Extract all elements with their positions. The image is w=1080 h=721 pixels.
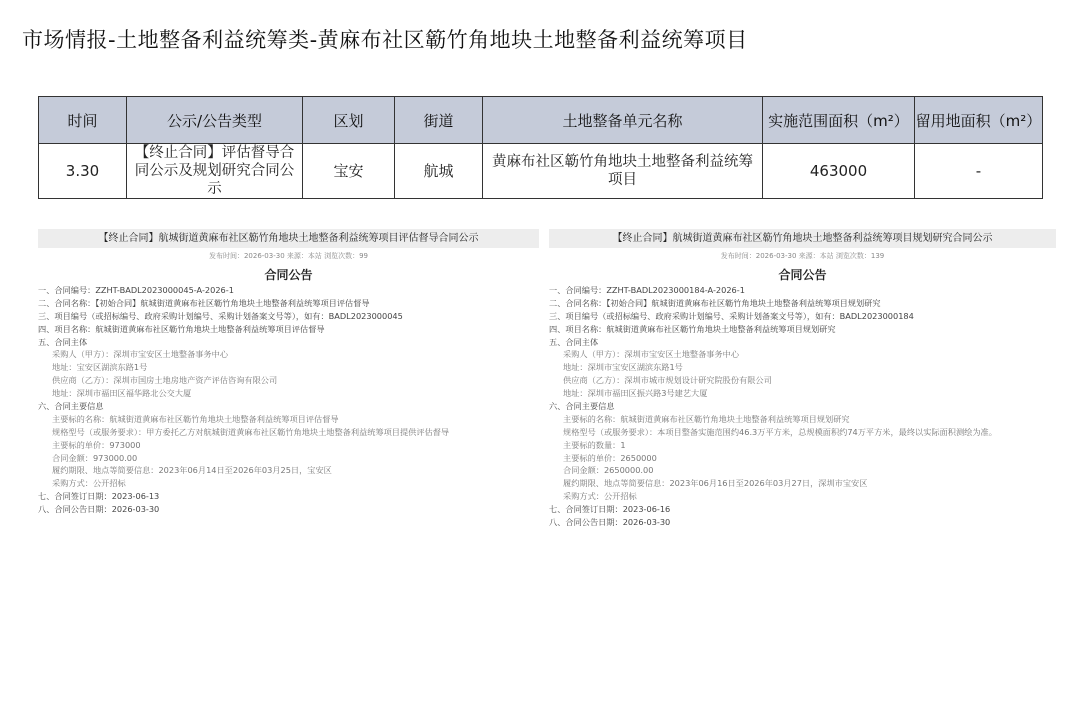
notice-line: 五、合同主体 <box>549 336 599 347</box>
header-type: 公示/公告类型 <box>127 97 303 144</box>
notice-meta: 发布时间：2026-03-30 来源：本站 浏览次数：139 <box>720 252 885 260</box>
notice-line: 主要标的名称：航城街道黄麻布社区簕竹角地块土地整备利益统筹项目规划研究 <box>563 413 850 424</box>
notice-line: 三、项目编号（或招标编号、政府采购计划编号、采购计划备案文号等），如有：BADL2023000184 <box>549 310 914 321</box>
notice-line: 地址：深圳市福田区振兴路3号建艺大厦 <box>563 388 708 399</box>
notice-line: 履约期限、地点等简要信息：2023年06月14日至2026年03月25日，宝安区 <box>52 465 332 476</box>
notice-line: 二、合同名称：【初始合同】航城街道黄麻布社区簕竹角地块土地整备利益统筹项目规划研究 <box>549 297 881 308</box>
notice-line: 主要标的单价：2650000 <box>563 452 657 463</box>
notice-header: 【终止合同】航城街道黄麻布社区簕竹角地块土地整备利益统筹项目规划研究合同公示 <box>549 229 1056 248</box>
cell-street: 航城 <box>395 144 483 199</box>
table-row <box>39 144 1043 199</box>
notice-line: 五、合同主体 <box>38 336 88 347</box>
notice-line: 二、合同名称：【初始合同】航城街道黄麻布社区簕竹角地块土地整备利益统筹项目评估督导 <box>38 297 370 308</box>
cell-area: 463000 <box>763 144 915 199</box>
notice-line: 合同金额：973000.00 <box>52 452 138 463</box>
header-time: 时间 <box>39 97 127 144</box>
table-header-row <box>39 97 1043 144</box>
notice-line: 主要标的单价：973000 <box>52 439 141 450</box>
notice-line: 采购人（甲方）：深圳市宝安区土地整备事务中心 <box>52 349 229 360</box>
notice-line: 六、合同主要信息 <box>549 401 615 412</box>
notice-body <box>38 284 539 516</box>
notice-line: 采购方式：公开招标 <box>563 491 637 502</box>
notice-line: 地址：宝安区湖滨东路1号 <box>52 362 148 373</box>
notice-line: 四、项目名称：航城街道黄麻布社区簕竹角地块土地整备利益统筹项目规划研究 <box>549 323 836 334</box>
notice-header: 【终止合同】航城街道黄麻布社区簕竹角地块土地整备利益统筹项目评估督导合同公示 <box>38 229 539 248</box>
notice-body <box>549 284 1056 529</box>
cell-unit-name: 黄麻布社区簕竹角地块土地整备利益统筹项目 <box>483 144 763 199</box>
notice-line: 四、项目名称：航城街道黄麻布社区簕竹角地块土地整备利益统筹项目评估督导 <box>38 323 325 334</box>
notice-line: 合同金额：2650000.00 <box>563 465 654 476</box>
page-title: 市场情报-土地整备利益统筹类-黄麻布社区簕竹角地块土地整备利益统筹项目 <box>22 28 748 52</box>
notice-evaluation-supervision <box>38 229 539 516</box>
notice-line: 七、合同签订日期：2023-06-16 <box>549 504 671 515</box>
notice-line: 采购人（甲方）：深圳市宝安区土地整备事务中心 <box>563 349 740 360</box>
notice-line: 规格型号（或服务要求）：本项目整备实施范围约46.3万平方米，总规模面积约74万平方米，最终以实际面积测绘为准。 <box>563 426 997 437</box>
notice-line: 地址：深圳市福田区福华路北公交大厦 <box>52 388 192 399</box>
notice-line: 供应商（乙方）：深圳市城市规划设计研究院股份有限公司 <box>563 375 772 386</box>
notice-line: 八、合同公告日期：2026-03-30 <box>549 517 671 528</box>
notice-line: 规格型号（或服务要求）：甲方委托乙方对航城街道黄麻布社区簕竹角地块土地整备利益统筹项目提供评估督导 <box>52 426 450 437</box>
notice-line: 三、项目编号（或招标编号、政府采购计划编号、采购计划备案文号等），如有：BADL2023000045 <box>38 310 403 321</box>
summary-table <box>38 96 1043 199</box>
header-street: 街道 <box>395 97 483 144</box>
header-district: 区划 <box>303 97 395 144</box>
notice-line: 地址：深圳市宝安区湖滨东路1号 <box>563 362 683 373</box>
notice-line: 七、合同签订日期：2023-06-13 <box>38 491 160 502</box>
cell-reserved-area: - <box>915 144 1043 199</box>
notice-title: 合同公告 <box>264 268 313 282</box>
header-unit-name: 土地整备单元名称 <box>483 97 763 144</box>
notice-meta: 发布时间：2026-03-30 来源：本站 浏览次数：99 <box>208 252 369 260</box>
notice-line: 一、合同编号：ZZHT-BADL2023000045-A-2026-1 <box>38 285 234 295</box>
cell-type: 【终止合同】评估督导合同公示及规划研究合同公示 <box>127 144 303 199</box>
header-area: 实施范围面积（m²） <box>763 97 915 144</box>
notice-line: 主要标的数量：1 <box>563 439 626 450</box>
header-reserved-area: 留用地面积（m²） <box>915 97 1043 144</box>
notice-line: 一、合同编号：ZZHT-BADL2023000184-A-2026-1 <box>549 285 745 295</box>
notice-line: 六、合同主要信息 <box>38 401 104 412</box>
notice-line: 八、合同公告日期：2026-03-30 <box>38 504 160 515</box>
notice-planning-research <box>549 229 1056 529</box>
notice-line: 履约期限、地点等简要信息：2023年06月16日至2026年03月27日，深圳市宝安区 <box>563 478 868 489</box>
notice-title: 合同公告 <box>778 268 827 282</box>
cell-time: 3.30 <box>39 144 127 199</box>
notice-line: 采购方式：公开招标 <box>52 478 126 489</box>
notice-line: 供应商（乙方）：深圳市国房土地房地产资产评估咨询有限公司 <box>52 375 278 386</box>
notice-line: 主要标的名称：航城街道黄麻布社区簕竹角地块土地整备利益统筹项目评估督导 <box>52 413 339 424</box>
cell-district: 宝安 <box>303 144 395 199</box>
